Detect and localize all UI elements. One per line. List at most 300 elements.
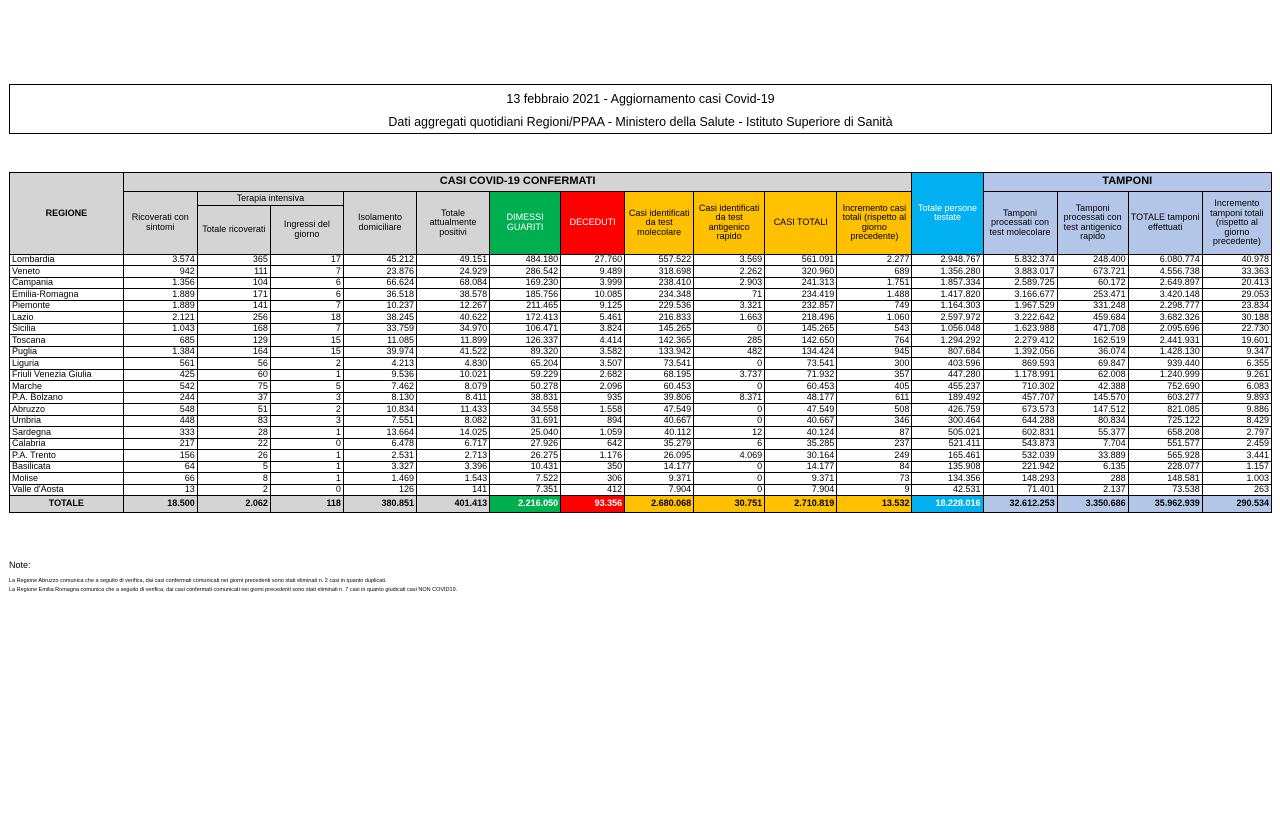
table-cell: 2.298.777	[1128, 300, 1202, 312]
table-cell: 148.293	[983, 473, 1057, 485]
table-cell: 51	[197, 404, 270, 416]
table-cell: 285	[694, 335, 765, 347]
table-cell: 561.091	[765, 254, 837, 266]
table-cell: 6	[270, 289, 343, 301]
total-cell: 13.532	[837, 496, 912, 513]
table-cell: 25.040	[490, 427, 561, 439]
region-name: Sardegna	[10, 427, 124, 439]
region-name: Piemonte	[10, 300, 124, 312]
region-name: Campania	[10, 277, 124, 289]
table-cell: 104	[197, 277, 270, 289]
table-cell: 2.948.767	[912, 254, 983, 266]
table-row	[10, 277, 1272, 289]
region-name: Veneto	[10, 266, 124, 278]
table-cell: 9.893	[1202, 392, 1271, 404]
table-cell: 4.213	[343, 358, 416, 370]
table-cell: 55.377	[1057, 427, 1128, 439]
table-cell: 36.074	[1057, 346, 1128, 358]
table-cell: 1.157	[1202, 461, 1271, 473]
table-cell: 33.759	[343, 323, 416, 335]
table-cell: 28	[197, 427, 270, 439]
table-cell: 249	[837, 450, 912, 462]
table-cell: 256	[197, 312, 270, 324]
report-header	[9, 84, 1272, 134]
table-cell: 73	[837, 473, 912, 485]
region-name: Lombardia	[10, 254, 124, 266]
table-cell: 71.932	[765, 369, 837, 381]
table-cell: 942	[123, 266, 197, 278]
header-molecolare: Casi identificati da test molecolare	[625, 192, 694, 255]
table-cell: 508	[837, 404, 912, 416]
table-cell: 405	[837, 381, 912, 393]
region-name: Friuli Venezia Giulia	[10, 369, 124, 381]
region-name: Marche	[10, 381, 124, 393]
table-cell: 5.832.374	[983, 254, 1057, 266]
table-cell: 8.411	[417, 392, 490, 404]
table-cell: 27.760	[561, 254, 625, 266]
header-ricoverati: Ricoverati con sintomi	[123, 192, 197, 255]
table-cell: 3.582	[561, 346, 625, 358]
table-cell: 217	[123, 438, 197, 450]
table-cell: 147.512	[1057, 404, 1128, 416]
table-cell: 521.411	[912, 438, 983, 450]
table-cell: 6.080.774	[1128, 254, 1202, 266]
header-ti-ingressi: Ingressi del giorno	[270, 205, 343, 254]
table-cell: 40.667	[625, 415, 694, 427]
table-cell: 9.886	[1202, 404, 1271, 416]
table-row	[10, 438, 1272, 450]
total-cell: 35.962.939	[1128, 496, 1202, 513]
table-cell: 27.926	[490, 438, 561, 450]
table-cell: 40.112	[625, 427, 694, 439]
table-cell: 1.356	[123, 277, 197, 289]
table-cell: 1.060	[837, 312, 912, 324]
table-cell: 1.164.303	[912, 300, 983, 312]
table-cell: 365	[197, 254, 270, 266]
table-cell: 24.929	[417, 266, 490, 278]
table-cell: 1.392.056	[983, 346, 1057, 358]
table-cell: 3.999	[561, 277, 625, 289]
table-cell: 484.180	[490, 254, 561, 266]
table-cell: 12	[694, 427, 765, 439]
table-cell: 3.569	[694, 254, 765, 266]
table-cell: 1.384	[123, 346, 197, 358]
table-cell: 8	[197, 473, 270, 485]
table-cell: 5	[197, 461, 270, 473]
table-cell: 30.164	[765, 450, 837, 462]
table-cell: 7.904	[765, 484, 837, 496]
table-cell: 403.596	[912, 358, 983, 370]
table-cell: 89.320	[490, 346, 561, 358]
table-cell: 2.903	[694, 277, 765, 289]
table-cell: 482	[694, 346, 765, 358]
table-cell: 6.083	[1202, 381, 1271, 393]
table-cell: 1.751	[837, 277, 912, 289]
table-cell: 426.759	[912, 404, 983, 416]
table-row	[10, 484, 1272, 496]
table-cell: 3.507	[561, 358, 625, 370]
table-cell: 689	[837, 266, 912, 278]
table-cell: 869.593	[983, 358, 1057, 370]
table-cell: 1	[270, 427, 343, 439]
table-cell: 333	[123, 427, 197, 439]
table-cell: 6	[694, 438, 765, 450]
table-cell: 602.831	[983, 427, 1057, 439]
table-cell: 673.721	[1057, 266, 1128, 278]
table-cell: 1	[270, 473, 343, 485]
table-cell: 141	[417, 484, 490, 496]
table-cell: 34.558	[490, 404, 561, 416]
table-cell: 39.806	[625, 392, 694, 404]
table-cell: 83	[197, 415, 270, 427]
table-cell: 286.542	[490, 266, 561, 278]
total-cell: 2.216.050	[490, 496, 561, 513]
table-cell: 26.275	[490, 450, 561, 462]
table-cell: 9.536	[343, 369, 416, 381]
table-row	[10, 381, 1272, 393]
table-row	[10, 266, 1272, 278]
region-name: Abruzzo	[10, 404, 124, 416]
table-cell: 1.663	[694, 312, 765, 324]
region-name: Basilicata	[10, 461, 124, 473]
total-cell: 118	[270, 496, 343, 513]
table-cell: 0	[694, 381, 765, 393]
table-cell: 34.970	[417, 323, 490, 335]
table-cell: 228.077	[1128, 461, 1202, 473]
table-cell: 1.043	[123, 323, 197, 335]
header-tamp-antigenico: Tamponi processati con test antigenico rapido	[1057, 192, 1128, 255]
table-cell: 288	[1057, 473, 1128, 485]
table-cell: 8.082	[417, 415, 490, 427]
table-cell: 557.522	[625, 254, 694, 266]
table-cell: 145.265	[765, 323, 837, 335]
table-cell: 447.280	[912, 369, 983, 381]
table-cell: 47.549	[625, 404, 694, 416]
table-cell: 2	[197, 484, 270, 496]
table-cell: 3.321	[694, 300, 765, 312]
table-cell: 1.623.988	[983, 323, 1057, 335]
table-cell: 221.942	[983, 461, 1057, 473]
table-cell: 17	[270, 254, 343, 266]
header-positivi: Totale attualmente positivi	[417, 192, 490, 255]
table-cell: 23.834	[1202, 300, 1271, 312]
table-cell: 169.230	[490, 277, 561, 289]
table-cell: 7	[270, 300, 343, 312]
table-cell: 162.519	[1057, 335, 1128, 347]
table-cell: 42.388	[1057, 381, 1128, 393]
table-cell: 60	[197, 369, 270, 381]
table-cell: 9.347	[1202, 346, 1271, 358]
table-cell: 19.601	[1202, 335, 1271, 347]
table-cell: 3.682.326	[1128, 312, 1202, 324]
table-cell: 6	[270, 277, 343, 289]
table-cell: 11.085	[343, 335, 416, 347]
table-cell: 939.440	[1128, 358, 1202, 370]
table-cell: 33.889	[1057, 450, 1128, 462]
region-name: Toscana	[10, 335, 124, 347]
table-cell: 129	[197, 335, 270, 347]
total-label: TOTALE	[10, 496, 124, 513]
header-tamp-totale: TOTALE tamponi effettuati	[1128, 192, 1202, 255]
table-cell: 945	[837, 346, 912, 358]
table-cell: 1.059	[561, 427, 625, 439]
header-tamp-molecolare: Tamponi processati con test molecolare	[983, 192, 1057, 255]
table-cell: 543	[837, 323, 912, 335]
notes-label: Note:	[9, 560, 31, 570]
table-cell: 56	[197, 358, 270, 370]
table-cell: 18	[270, 312, 343, 324]
table-cell: 1.417.820	[912, 289, 983, 301]
table-cell: 59.229	[490, 369, 561, 381]
table-cell: 60.172	[1057, 277, 1128, 289]
total-cell: 2.710.819	[765, 496, 837, 513]
table-cell: 10.237	[343, 300, 416, 312]
table-cell: 457.707	[983, 392, 1057, 404]
header-persone-testate: Totale persone testate	[912, 173, 983, 255]
table-cell: 7	[270, 266, 343, 278]
region-name: Emilia-Romagna	[10, 289, 124, 301]
report-title: 13 febbraio 2021 - Aggiornamento casi Covid-19	[506, 92, 775, 106]
table-cell: 22.730	[1202, 323, 1271, 335]
table-cell: 2.279.412	[983, 335, 1057, 347]
table-cell: 532.039	[983, 450, 1057, 462]
table-cell: 611	[837, 392, 912, 404]
table-row	[10, 427, 1272, 439]
table-cell: 561	[123, 358, 197, 370]
table-cell: 65.204	[490, 358, 561, 370]
table-cell: 5	[270, 381, 343, 393]
table-cell: 168	[197, 323, 270, 335]
total-cell: 2.680.068	[625, 496, 694, 513]
table-row	[10, 300, 1272, 312]
table-cell: 37	[197, 392, 270, 404]
table-cell: 1.488	[837, 289, 912, 301]
table-cell: 216.833	[625, 312, 694, 324]
table-cell: 357	[837, 369, 912, 381]
table-cell: 2.277	[837, 254, 912, 266]
table-row	[10, 254, 1272, 266]
table-cell: 38.831	[490, 392, 561, 404]
table-row	[10, 346, 1272, 358]
table-cell: 0	[694, 484, 765, 496]
total-cell: 93.356	[561, 496, 625, 513]
table-cell: 71.401	[983, 484, 1057, 496]
table-row	[10, 415, 1272, 427]
table-cell: 145.265	[625, 323, 694, 335]
table-row	[10, 392, 1272, 404]
total-cell: 18.228.016	[912, 496, 983, 513]
table-cell: 1.356.280	[912, 266, 983, 278]
table-cell: 2.137	[1057, 484, 1128, 496]
table-cell: 6.717	[417, 438, 490, 450]
total-cell: 380.851	[343, 496, 416, 513]
table-cell: 1.176	[561, 450, 625, 462]
table-cell: 40.622	[417, 312, 490, 324]
table-cell: 3	[270, 415, 343, 427]
table-cell: 7	[270, 323, 343, 335]
table-cell: 126	[343, 484, 416, 496]
table-row	[10, 461, 1272, 473]
table-cell: 40.978	[1202, 254, 1271, 266]
table-cell: 1.294.292	[912, 335, 983, 347]
header-terapia-intensiva: Terapia intensiva	[197, 192, 343, 206]
table-cell: 3.396	[417, 461, 490, 473]
table-row	[10, 473, 1272, 485]
table-cell: 603.277	[1128, 392, 1202, 404]
table-cell: 66	[123, 473, 197, 485]
table-row	[10, 289, 1272, 301]
table-cell: 87	[837, 427, 912, 439]
table-cell: 1	[270, 450, 343, 462]
region-name: Liguria	[10, 358, 124, 370]
table-cell: 145.570	[1057, 392, 1128, 404]
region-name: Calabria	[10, 438, 124, 450]
table-cell: 3.420.148	[1128, 289, 1202, 301]
table-cell: 543.873	[983, 438, 1057, 450]
region-name: Puglia	[10, 346, 124, 358]
table-cell: 3.883.017	[983, 266, 1057, 278]
table-body	[10, 254, 1272, 513]
table-cell: 13	[123, 484, 197, 496]
table-cell: 73.538	[1128, 484, 1202, 496]
table-cell: 2.096	[561, 381, 625, 393]
table-cell: 26	[197, 450, 270, 462]
table-cell: 1.558	[561, 404, 625, 416]
table-cell: 106.471	[490, 323, 561, 335]
table-cell: 1.469	[343, 473, 416, 485]
table-cell: 9.489	[561, 266, 625, 278]
table-cell: 2.531	[343, 450, 416, 462]
table-cell: 68.195	[625, 369, 694, 381]
table-cell: 3.222.642	[983, 312, 1057, 324]
table-cell: 189.492	[912, 392, 983, 404]
table-cell: 14.177	[625, 461, 694, 473]
table-cell: 1.857.334	[912, 277, 983, 289]
table-cell: 331.248	[1057, 300, 1128, 312]
table-cell: 565.928	[1128, 450, 1202, 462]
table-cell: 9.261	[1202, 369, 1271, 381]
table-cell: 3.441	[1202, 450, 1271, 462]
table-cell: 0	[694, 323, 765, 335]
table-cell: 2.797	[1202, 427, 1271, 439]
table-cell: 69.847	[1057, 358, 1128, 370]
table-cell: 14.177	[765, 461, 837, 473]
table-cell: 6.355	[1202, 358, 1271, 370]
table-cell: 35.285	[765, 438, 837, 450]
table-cell: 60.453	[625, 381, 694, 393]
table-cell: 749	[837, 300, 912, 312]
table-cell: 64	[123, 461, 197, 473]
table-cell: 455.237	[912, 381, 983, 393]
table-cell: 75	[197, 381, 270, 393]
table-cell: 9	[837, 484, 912, 496]
table-cell: 6.135	[1057, 461, 1128, 473]
table-cell: 172.413	[490, 312, 561, 324]
table-cell: 1.056.048	[912, 323, 983, 335]
table-cell: 7.904	[625, 484, 694, 496]
table-cell: 234.348	[625, 289, 694, 301]
table-row	[10, 358, 1272, 370]
table-cell: 13.664	[343, 427, 416, 439]
header-regione: REGIONE	[10, 173, 124, 255]
table-cell: 141	[197, 300, 270, 312]
note-emilia-romagna: La Regione Emilia Romagna comunica che a seguito di verifica, dai casi confermati comunicati nei giorni precedenti sono stati eliminati n. 7 casi in quanto giudicati casi NON COVID19.	[9, 587, 458, 593]
table-cell: 1	[270, 461, 343, 473]
table-cell: 3.166.677	[983, 289, 1057, 301]
table-cell: 318.698	[625, 266, 694, 278]
table-cell: 126.337	[490, 335, 561, 347]
table-cell: 7.704	[1057, 438, 1128, 450]
table-cell: 4.414	[561, 335, 625, 347]
table-cell: 142.365	[625, 335, 694, 347]
table-cell: 2.095.696	[1128, 323, 1202, 335]
table-cell: 33.363	[1202, 266, 1271, 278]
table-cell: 2.441.931	[1128, 335, 1202, 347]
table-cell: 3.574	[123, 254, 197, 266]
table-cell: 8.079	[417, 381, 490, 393]
table-cell: 710.302	[983, 381, 1057, 393]
table-cell: 425	[123, 369, 197, 381]
table-cell: 1.003	[1202, 473, 1271, 485]
table-cell: 2.597.972	[912, 312, 983, 324]
table-cell: 505.021	[912, 427, 983, 439]
table-cell: 0	[270, 484, 343, 496]
table-cell: 0	[694, 404, 765, 416]
table-cell: 148.581	[1128, 473, 1202, 485]
table-cell: 156	[123, 450, 197, 462]
table-cell: 8.429	[1202, 415, 1271, 427]
region-name: Lazio	[10, 312, 124, 324]
table-cell: 9.371	[765, 473, 837, 485]
table-cell: 238.410	[625, 277, 694, 289]
table-cell: 45.212	[343, 254, 416, 266]
header-ti-totale: Totale ricoverati	[197, 205, 270, 254]
table-cell: 1.889	[123, 289, 197, 301]
table-cell: 350	[561, 461, 625, 473]
table-cell: 60.453	[765, 381, 837, 393]
table-cell: 3.824	[561, 323, 625, 335]
table-cell: 11.899	[417, 335, 490, 347]
table-cell: 2.459	[1202, 438, 1271, 450]
table-cell: 185.756	[490, 289, 561, 301]
table-cell: 673.573	[983, 404, 1057, 416]
report-subtitle: Dati aggregati quotidiani Regioni/PPAA - Ministero della Salute - Istituto Superiore di Sanità	[388, 115, 893, 129]
total-cell: 32.612.253	[983, 496, 1057, 513]
table-cell: 134.356	[912, 473, 983, 485]
table-cell: 5.461	[561, 312, 625, 324]
table-cell: 0	[694, 415, 765, 427]
total-cell: 18.500	[123, 496, 197, 513]
table-cell: 164	[197, 346, 270, 358]
table-cell: 38.245	[343, 312, 416, 324]
table-cell: 40.667	[765, 415, 837, 427]
total-cell: 401.413	[417, 496, 490, 513]
table-cell: 3.327	[343, 461, 416, 473]
total-cell: 290.534	[1202, 496, 1271, 513]
table-cell: 320.960	[765, 266, 837, 278]
table-cell: 40.124	[765, 427, 837, 439]
table-cell: 39.974	[343, 346, 416, 358]
table-cell: 49.151	[417, 254, 490, 266]
table-cell: 459.684	[1057, 312, 1128, 324]
table-cell: 232.857	[765, 300, 837, 312]
table-cell: 7.351	[490, 484, 561, 496]
table-cell: 36.518	[343, 289, 416, 301]
table-cell: 0	[694, 473, 765, 485]
table-cell: 253.471	[1057, 289, 1128, 301]
table-cell: 4.556.738	[1128, 266, 1202, 278]
table-cell: 66.624	[343, 277, 416, 289]
